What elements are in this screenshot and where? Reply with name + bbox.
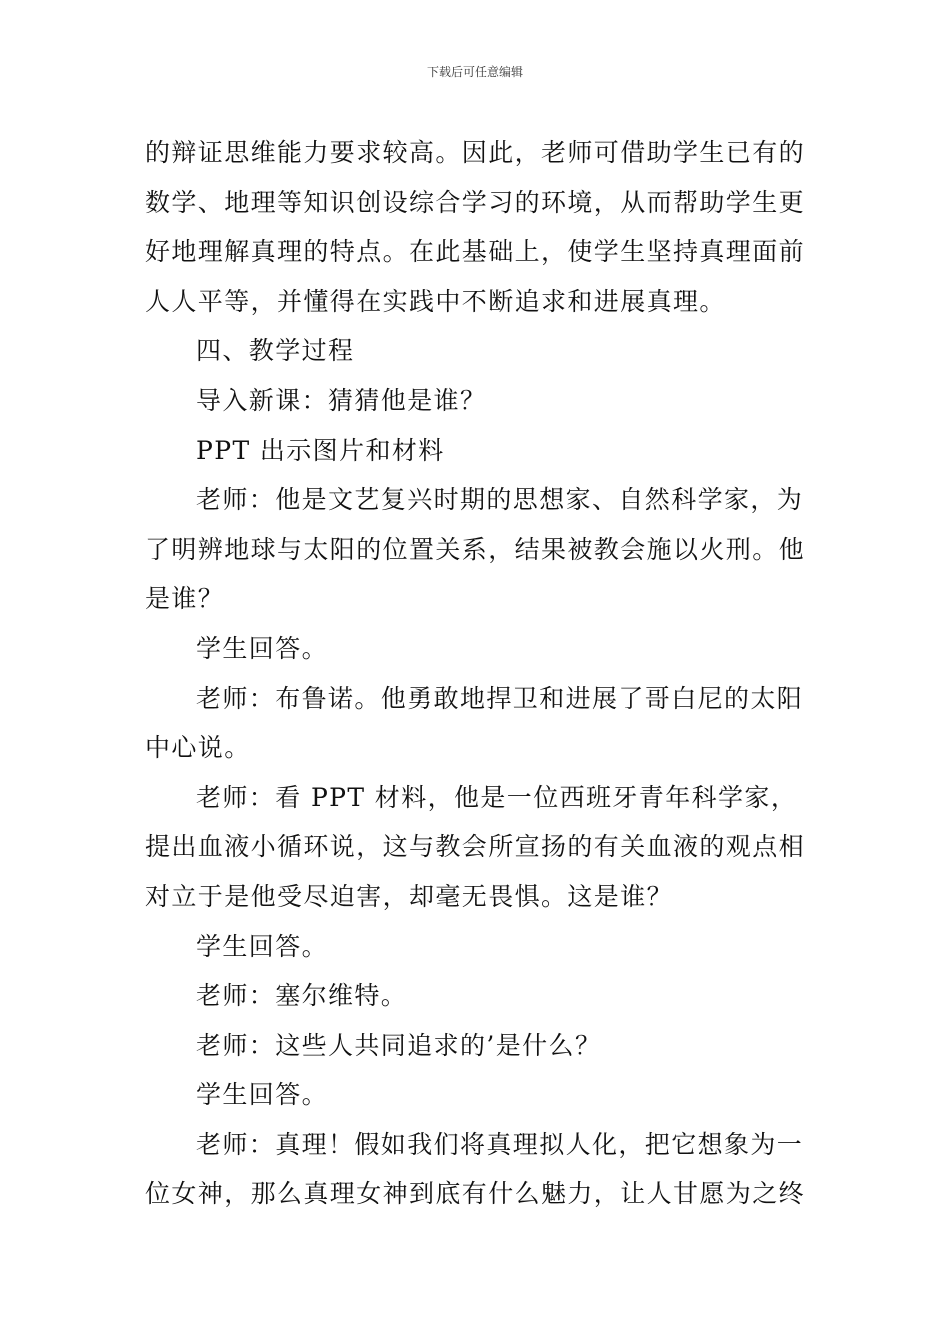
paragraph-continued: 的辩证思维能力要求较高。因此，老师可借助学生已有的数学、地理等知识创设综合学习的环境，从而帮助学生更好地理解真理的特点。在此基础上，使学生坚持真理面前人人平等，并懂得在实践中不断追求和进展真理。 — [145, 138, 806, 316]
paragraph: 学生回答。 — [196, 1080, 329, 1110]
paragraph: 老师：塞尔维特。 — [196, 981, 408, 1011]
paragraph: 导入新课：猜猜他是谁？ — [196, 385, 487, 415]
paragraph: 学生回答。 — [196, 633, 329, 663]
document-body — [145, 128, 807, 1219]
page-header: 下载后可任意编辑 — [426, 65, 523, 79]
paragraph: 老师：看 PPT 材料，他是一位西班牙青年科学家，提出血液小循环说，这与教会所宣扬的有关血液的观点相对立于是他受尽迫害，却毫无畏惧。这是谁？ — [145, 782, 806, 911]
section-heading: 四、教学过程 — [196, 336, 355, 366]
paragraph: 老师：布鲁诺。他勇敢地捍卫和进展了哥白尼的太阳中心说。 — [145, 683, 804, 763]
paragraph: 老师：这些人共同追求的’是什么？ — [196, 1030, 602, 1060]
paragraph: 老师：他是文艺复兴时期的思想家、自然科学家，为了明辨地球与太阳的位置关系，结果被教会施以火刑。他是谁？ — [145, 485, 806, 614]
paragraph: 老师：真理！假如我们将真理拟人化，把它想象为一位女神，那么真理女神到底有什么魅力，让人甘愿为之终 — [145, 1129, 806, 1209]
paragraph: 学生回答。 — [196, 931, 329, 961]
paragraph: PPT 出示图片和材料 — [196, 435, 445, 465]
